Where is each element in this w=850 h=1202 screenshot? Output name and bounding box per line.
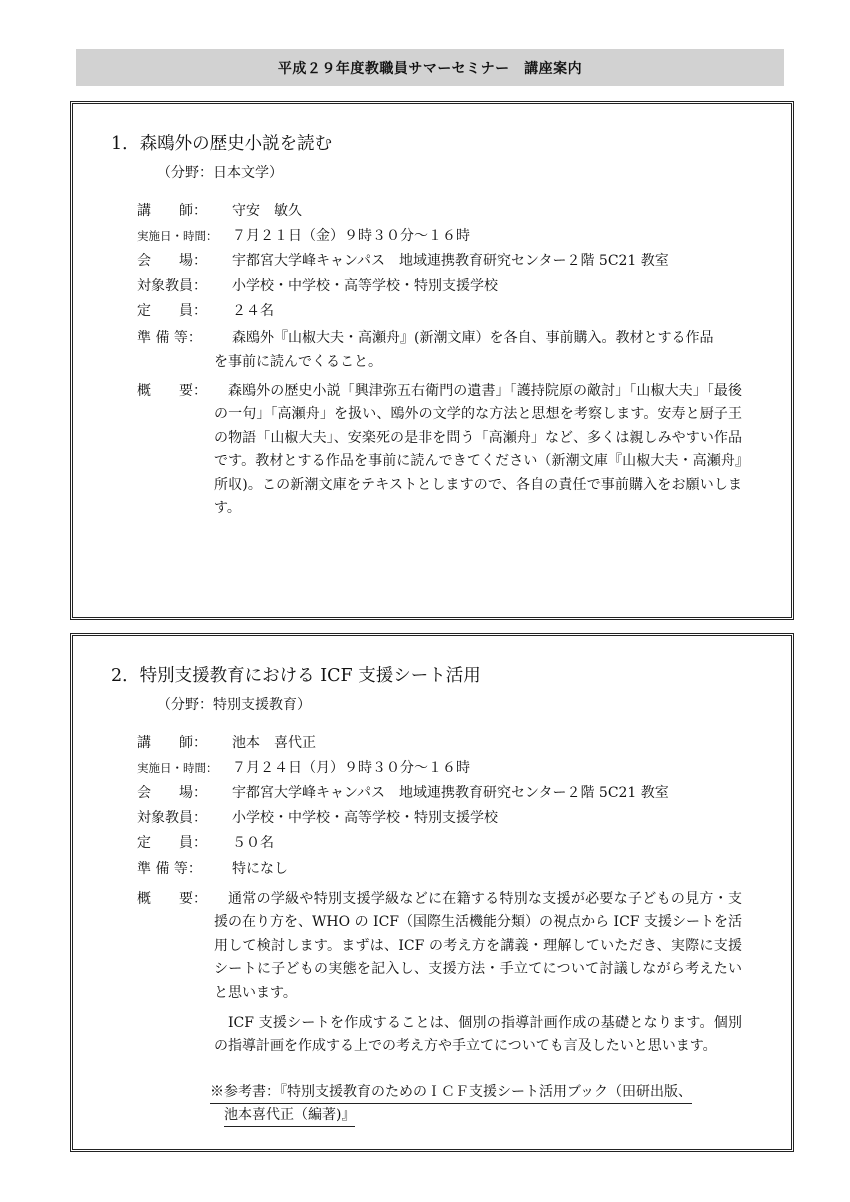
instructor-label: 講 師：: [137, 735, 207, 751]
target-label: 対象教員：: [137, 810, 207, 826]
target-value: 小学校・中学校・高等学校・特別支援学校: [232, 278, 498, 294]
schedule-value: ７月２１日（金）９時３０分～１６時: [232, 228, 470, 244]
course-field: （分野：日本文学）: [157, 165, 283, 181]
course-title: 1．森鴎外の歴史小説を読む: [111, 134, 333, 154]
overview-label: 概 要：: [137, 891, 207, 907]
overview-label: 概 要：: [137, 383, 207, 399]
schedule-label: 実施日・時間：: [137, 761, 218, 775]
capacity-value: ２４名: [232, 303, 274, 319]
course-field: （分野：特別支援教育）: [157, 697, 311, 713]
venue-label: 会 場：: [137, 253, 207, 269]
preparation-label: 準 備 等：: [137, 861, 202, 877]
venue-value: 宇都宮大学峰キャンパス 地域連携教育研究センター２階 5C21 教室: [232, 253, 669, 269]
reference-line-2: 池本喜代正（編著)』: [224, 1104, 355, 1127]
instructor-label: 講 師：: [137, 203, 207, 219]
overview-paragraph-2: ICF 支援シートを作成することは、個別の指導計画作成の基礎となります。個別の指導計画を作成する上での考え方や手立てについても言及したいと思います。: [214, 1015, 742, 1055]
capacity-label: 定 員：: [137, 303, 207, 319]
schedule-value: ７月２４日（月）９時３０分～１６時: [232, 760, 470, 776]
overview-paragraph-1: 通常の学級や特別支援学級などに在籍する特別な支援が必要な子どもの見方・支援の在り方を、WHO の ICF（国際生活機能分類）の視点から ICF 支援シートを活用して検討します。まずは、ICF の考え方を講義・理解していただき、実際に支援シートに子どもの実態を記入し、支援方法・手立てについて討議しながら考えたいと思います。: [214, 891, 742, 1001]
page-header: [76, 49, 784, 86]
venue-label: 会 場：: [137, 785, 207, 801]
course-box-2: [70, 633, 794, 1152]
page-title: 平成２９年度教職員サマーセミナー 講座案内: [277, 60, 583, 77]
preparation-value: 特になし: [232, 861, 288, 877]
reference-note: [210, 1081, 692, 1127]
capacity-label: 定 員：: [137, 835, 207, 851]
capacity-value: ５０名: [232, 835, 274, 851]
instructor-value: 池本 喜代正: [232, 735, 316, 751]
course-title: 2．特別支援教育における ICF 支援シート活用: [111, 666, 481, 686]
instructor-value: 守安 敏久: [232, 203, 302, 219]
preparation-continued: を事前に読んでくること。: [214, 354, 382, 370]
target-label: 対象教員：: [137, 278, 207, 294]
course-box-1: [70, 101, 794, 620]
preparation-label: 準 備 等：: [137, 330, 202, 346]
schedule-label: 実施日・時間：: [137, 229, 218, 243]
preparation-value: 森鴎外『山椒大夫・高瀬舟』(新潮文庫）を各自、事前購入。教材とする作品: [232, 330, 714, 346]
venue-value: 宇都宮大学峰キャンパス 地域連携教育研究センター２階 5C21 教室: [232, 785, 669, 801]
target-value: 小学校・中学校・高等学校・特別支援学校: [232, 810, 498, 826]
reference-line-1: ※参考書：『特別支援教育のためのＩＣＦ支援シート活用ブック（田研出版、: [210, 1081, 692, 1104]
overview-text: 森鴎外の歴史小説「興津弥五右衛門の遺書」「護持院原の敵討」「山椒大夫」「最後の一句」「高瀬舟」を扱い、鴎外の文学的な方法と思想を考察します。安寿と厨子王の物語「山椒大夫」、安楽死の是非を問う「高瀬舟」など、多くは親しみやすい作品です。教材とする作品を事前に読んできてください（新潮文庫『山椒大夫・高瀬舟』所収)。この新潮文庫をテキストとしますので、各自の責任で事前購入をお願いします。: [214, 383, 742, 517]
